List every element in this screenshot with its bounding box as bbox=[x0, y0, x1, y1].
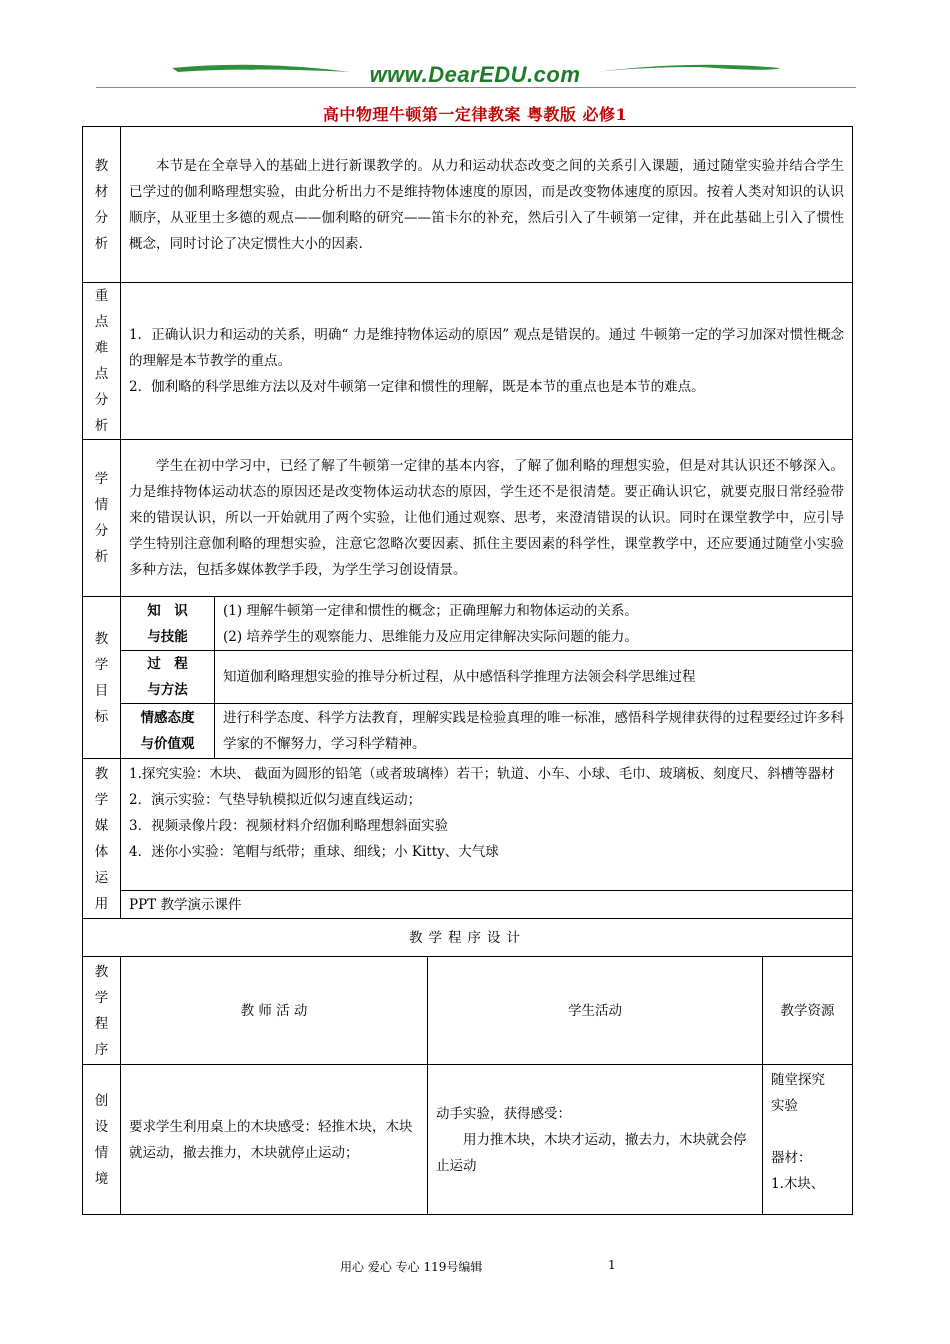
student-activity: 动手实验，获得感受： 用力推木块，木块才运动，撤去力，木块就会停止运动 bbox=[428, 1065, 763, 1215]
goal-text-process: 知道伽利略理想实验的推导分析过程，从中感悟科学推理方法领会科学思维过程 bbox=[215, 651, 853, 704]
student-analysis-label: 学 情 分 析 bbox=[83, 440, 121, 597]
procedure-heading: 教学程序设计 bbox=[83, 919, 853, 957]
lesson-plan-table bbox=[82, 126, 853, 1215]
header-divider bbox=[96, 87, 856, 88]
key-points-text bbox=[121, 283, 853, 440]
student-analysis-row bbox=[83, 440, 853, 597]
footer-text: 用心 爱心 专心 119号编辑 bbox=[340, 1260, 483, 1274]
procedure-header-row bbox=[83, 957, 853, 1065]
teaching-goals-label: 教 学 目 标 bbox=[83, 597, 121, 759]
key-point-item: 1．正确认识力和运动的关系，明确“ 力是维持物体运动的原因” 观点是错误的。通过 牛顿第一定的学习加深对惯性概念的理解是本节教学的重点。 bbox=[129, 327, 845, 369]
textbook-analysis-row bbox=[83, 127, 853, 283]
textbook-analysis-label: 教 材 分 析 bbox=[83, 127, 121, 283]
media-row bbox=[83, 759, 853, 891]
column-header-resource: 教学资源 bbox=[763, 957, 853, 1065]
site-url: www.DearEDU.com bbox=[369, 62, 581, 87]
column-header-teacher: 教 师 活 动 bbox=[121, 957, 428, 1065]
textbook-analysis-text: 本节是在全章导入的基础上进行新课教学的。从力和运动状态改变之间的关系引入课题，通过随堂实验并结合学生已学过的伽利略理想实验，由此分析出力不是维持物体速度的原因，而是改变物体速度的原因。按着人类对知识的认识顺序，从亚里士多德的观点——伽利略的研究——笛卡尔的补充，然后引入了牛顿第一定律，并在此基础上引入了惯性概念，同时讨论了决定惯性大小的因素. bbox=[121, 127, 853, 283]
media-item: 2．演示实验：气垫导轨模拟近似匀速直线运动； bbox=[129, 792, 422, 808]
goal-row-knowledge bbox=[83, 597, 853, 651]
media-item: 3．视频录像片段：视频材料介绍伽利略理想斜面实验 bbox=[129, 818, 449, 834]
column-header-student: 学生活动 bbox=[428, 957, 763, 1065]
procedure-heading-row bbox=[83, 919, 853, 957]
goal-text-attitude: 进行科学态度、科学方法教育，理解实践是检验真理的唯一标准，感悟科学规律获得的过程要经过许多科学家的不懈努力，学习科学精神。 bbox=[215, 704, 853, 759]
procedure-step-label: 创 设 情 境 bbox=[83, 1065, 121, 1215]
goal-category-process: 过 程 与方法 bbox=[121, 651, 215, 704]
document-title: 高中物理牛顿第一定律教案 粤教版 必修1 bbox=[322, 105, 628, 124]
media-item: 1.探究实验：木块、 截面为圆形的铅笔（或者玻璃棒）若干；轨道、小车、小球、毛巾、玻璃板、刻度尺、斜槽等器材 bbox=[129, 766, 835, 782]
goal-row-process bbox=[83, 651, 853, 704]
page-number: 1 bbox=[608, 1258, 616, 1272]
key-points-label: 重 点 难 点 分 析 bbox=[83, 283, 121, 440]
goal-text-knowledge: (1) 理解牛顿第一定律和惯性的概念；正确理解力和物体运动的关系。 (2) 培养学生的观察能力、思维能力及应用定律解决实际问题的能力。 bbox=[215, 597, 853, 651]
column-header-program: 教 学 程 序 bbox=[83, 957, 121, 1065]
teacher-activity: 要求学生利用桌上的木块感受：轻推木块，木块就运动，撤去推力，木块就停止运动； bbox=[121, 1065, 428, 1215]
student-analysis-text: 学生在初中学习中，已经了解了牛顿第一定律的基本内容，了解了伽利略的理想实验，但是对其认识还不够深入。力是维持物体运动状态的原因还是改变物体运动状态的原因，学生还不是很清楚。要正确认识它，就要克服日常经验带来的错误认识，所以一开始就用了两个实验，让他们通过观察、思考，来澄清错误的认识。同时在课堂教学中，应引导学生特别注意伽利略的理想实验，注意它忽略次要因素、抓住主要因素的科学性，课堂教学中，还应要通过随堂小实验多种方法，包括多媒体教学手段，为学生学习创设情景。 bbox=[121, 440, 853, 597]
key-point-item: 2．伽利略的科学思维方法以及对牛顿第一定律和惯性的理解，既是本节的重点也是本节的难点。 bbox=[129, 379, 705, 395]
teaching-resource: 随堂探究 实验 器材： 1.木块、 bbox=[763, 1065, 853, 1215]
goal-row-attitude bbox=[83, 704, 853, 759]
teaching-media-label: 教 学 媒 体 运 用 bbox=[83, 759, 121, 919]
teaching-media-list bbox=[121, 759, 853, 891]
key-points-row bbox=[83, 283, 853, 440]
media-item: 4．迷你小实验：笔帽与纸带；重球、细线；小 Kitty、大气球 bbox=[129, 844, 499, 860]
media-extra-row bbox=[83, 891, 853, 919]
teaching-media-extra: PPT 教学演示课件 bbox=[121, 891, 853, 919]
goal-category-knowledge: 知 识 与技能 bbox=[121, 597, 215, 651]
procedure-row bbox=[83, 1065, 853, 1215]
goal-category-attitude: 情感态度 与价值观 bbox=[121, 704, 215, 759]
